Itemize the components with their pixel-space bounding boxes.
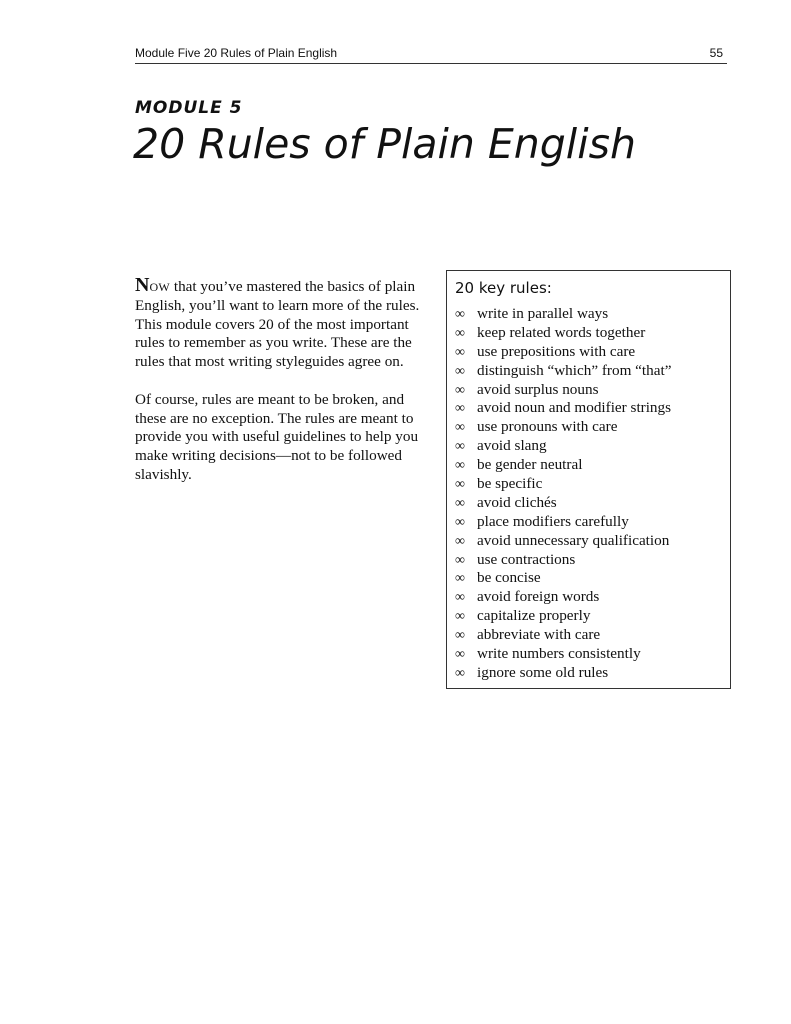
- rule-item: [455, 513, 671, 532]
- rule-text: be concise: [477, 569, 541, 587]
- rule-item: [455, 626, 671, 645]
- rule-item: [455, 551, 671, 570]
- rule-text: write in parallel ways: [477, 305, 609, 322]
- intro-text: [135, 276, 420, 504]
- rule-text: capitalize properly: [477, 607, 591, 625]
- rule-item: [455, 362, 671, 381]
- rule-item: [455, 532, 671, 551]
- rule-item: [455, 305, 671, 324]
- rule-text: avoid noun and modifier strings: [477, 399, 672, 417]
- rules-heading: 20 key rules:: [455, 279, 552, 297]
- rule-text: avoid clichés: [477, 493, 557, 511]
- infinity-bullet-icon: ∞: [455, 552, 465, 568]
- infinity-bullet-icon: ∞: [455, 401, 465, 417]
- rule-text: use prepositions with care: [477, 342, 636, 360]
- rule-text: use contractions: [477, 550, 576, 568]
- infinity-bullet-icon: ∞: [455, 382, 465, 398]
- infinity-bullet-icon: ∞: [455, 609, 465, 625]
- rule-text: be specific: [477, 475, 543, 493]
- infinity-bullet-icon: ∞: [455, 307, 465, 322]
- rule-item: [455, 381, 671, 400]
- rule-item: [455, 475, 671, 494]
- rule-item: [455, 664, 671, 683]
- infinity-bullet-icon: ∞: [455, 533, 465, 549]
- rule-item: [455, 324, 671, 343]
- rule-text: avoid unnecessary qualification: [477, 531, 670, 549]
- infinity-bullet-icon: ∞: [455, 363, 465, 379]
- infinity-bullet-icon: ∞: [455, 590, 465, 606]
- module-title: 20 Rules of Plain English: [133, 120, 636, 168]
- infinity-bullet-icon: ∞: [455, 665, 465, 681]
- rule-text: use pronouns with care: [477, 418, 618, 436]
- intro-paragraph-1: [135, 276, 420, 372]
- page-number: 55: [709, 46, 723, 60]
- infinity-bullet-icon: ∞: [455, 514, 465, 530]
- rule-item: [455, 607, 671, 626]
- infinity-bullet-icon: ∞: [455, 571, 465, 587]
- rules-box: [446, 270, 731, 689]
- running-header: [135, 45, 727, 64]
- rule-item: [455, 437, 671, 456]
- rule-text: avoid slang: [477, 437, 547, 455]
- rule-text: avoid surplus nouns: [477, 380, 599, 398]
- infinity-bullet-icon: ∞: [455, 647, 465, 663]
- rule-item: [455, 588, 671, 607]
- rule-text: ignore some old rules: [477, 663, 609, 681]
- rule-text: abbreviate with care: [477, 626, 601, 644]
- rule-text: be gender neutral: [477, 456, 583, 474]
- infinity-bullet-icon: ∞: [455, 325, 465, 341]
- running-header-title: Module Five 20 Rules of Plain English: [135, 46, 338, 60]
- infinity-bullet-icon: ∞: [455, 477, 465, 493]
- rule-text: keep related words together: [477, 323, 646, 341]
- intro-paragraph-1-text: that you’ve mastered the basics of plain English, you’ll want to learn more of the rules. This module covers 20 of the most important rules to remember as you write. These are the rules that most writing styleguides agree on.: [135, 278, 420, 371]
- rule-item: [455, 645, 671, 664]
- rule-text: write numbers consistently: [477, 645, 641, 663]
- infinity-bullet-icon: ∞: [455, 628, 465, 644]
- rule-text: distinguish “which” from “that”: [477, 361, 672, 379]
- infinity-bullet-icon: ∞: [455, 439, 465, 455]
- rule-text: avoid foreign words: [477, 588, 600, 606]
- intro-paragraph-2: Of course, rules are meant to be broken, and these are no exception. The rules are meant to provide you with useful guidelines to help you make writing decisions—not to be followed slavishly.: [135, 390, 419, 483]
- rule-item: [455, 399, 671, 418]
- infinity-bullet-icon: ∞: [455, 420, 465, 436]
- infinity-bullet-icon: ∞: [455, 495, 465, 511]
- drop-cap: N: [135, 274, 150, 296]
- rule-item: [455, 418, 671, 437]
- rule-text: place modifiers carefully: [477, 512, 629, 530]
- rule-item: [455, 494, 671, 513]
- infinity-bullet-icon: ∞: [455, 458, 465, 474]
- infinity-bullet-icon: ∞: [455, 344, 465, 360]
- intro-small-caps: OW: [149, 280, 171, 294]
- rule-item: [455, 456, 671, 475]
- rules-list: [455, 305, 671, 683]
- module-label: MODULE 5: [135, 98, 243, 118]
- rule-item: [455, 343, 671, 362]
- rule-item: [455, 569, 671, 588]
